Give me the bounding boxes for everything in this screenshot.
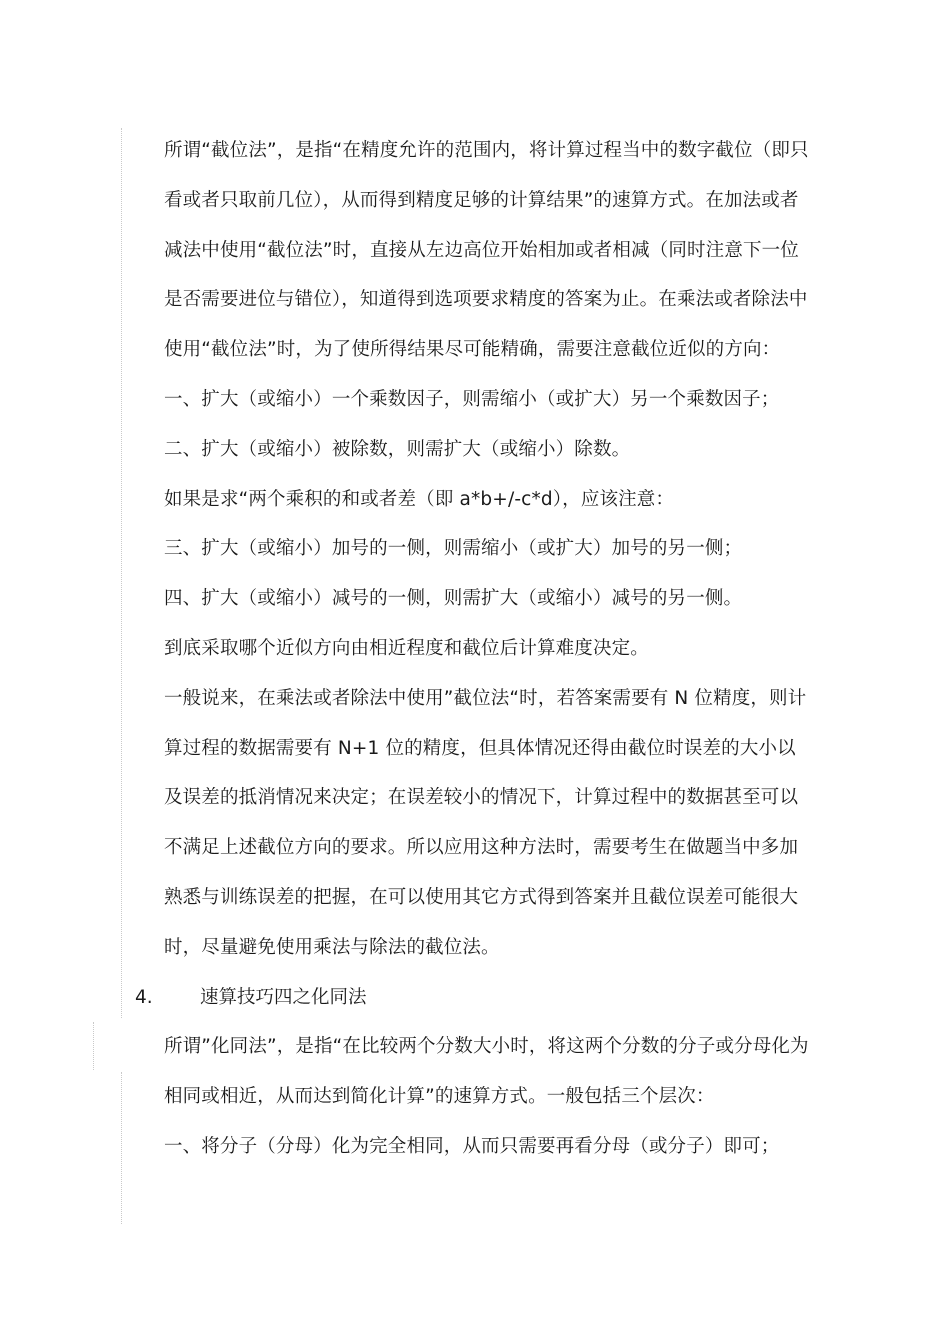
rule-item-1: 一、扩大（或缩小）一个乘数因子，则需缩小（或扩大）另一个乘数因子； [164,388,780,410]
decide-line: 到底采取哪个近似方向由相近程度和截位后计算难度决定。 [164,637,649,659]
margin-guide-line [121,128,122,1018]
rule-item-3: 三、扩大（或缩小）加号的一侧，则需缩小（或扩大）加号的另一侧； [164,538,743,560]
general-paragraph: 一般说来，在乘法或者除法中使用”截位法“时，若答案需要有 N 位精度，则计算过程的数据需要有 N+1 位的精度，但具体情况还得由截位时误差的大小以及误差的抵消情况来决定；在误差较小的情况下，计算过程中的数据甚至可以不满足上述截位方向的要求。所以应用这种方法时，需要考生在做题当中多加熟悉与训练误差的把握，在可以使用其它方式得到答案并且截位误差可能很大时，尽量避免使用乘法与除法的截位法。 [164,687,807,958]
document-body [135,126,814,1172]
rule-item-2: 二、扩大（或缩小）被除数，则需扩大（或缩小）除数。 [164,438,631,460]
heading-title: 速算技巧四之化同法 [200,986,367,1008]
intro-paragraph: 所谓“截位法”，是指“在精度允许的范围内，将计算过程当中的数字截位（即只看或者只取前几位），从而得到精度足够的计算结果”的速算方式。在加法或者减法中使用“截位法”时，直接从左边高位开始相加或者相减（同时注意下一位是否需要进位与错位），知道得到选项要求精度的答案为止。在乘法或者除法中使用“截位法”时，为了使所得结果尽可能精确，需要注意截位近似的方向： [164,140,809,361]
rule-item-4: 四、扩大（或缩小）减号的一侧，则需扩大（或缩小）减号的另一侧。 [164,588,743,610]
level-item-1: 一、将分子（分母）化为完全相同，从而只需要再看分母（或分子）即可； [164,1135,780,1157]
section-heading [135,973,814,1023]
tonghua-paragraph: 所谓”化同法”，是指“在比较两个分数大小时，将这两个分数的分子或分母化为相同或相近，从而达到简化计算”的速算方式。一般包括三个层次： [164,1036,809,1108]
sum-intro-line: 如果是求“两个乘积的和或者差（即 a*b+/-c*d），应该注意： [164,488,675,510]
margin-guide-line [93,1022,94,1070]
margin-guide-line [121,1072,122,1224]
heading-number: 4. [135,986,153,1008]
